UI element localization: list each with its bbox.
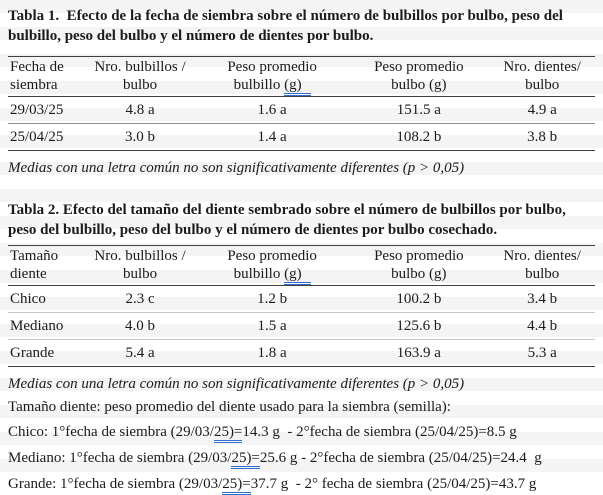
table-cell: Mediano [8, 313, 84, 340]
table-row [8, 313, 595, 340]
table-row [8, 124, 595, 151]
table-row [8, 340, 595, 367]
seed-weight-line-chico: Chico: 1°fecha de siembra (29/03/25)=14.3 g - 2°fecha de siembra (25/04/25)=8.5 g [8, 423, 595, 441]
table2-header-tamano-diente: Tamaño diente [8, 246, 84, 286]
table-cell: 163.9 a [396, 345, 441, 361]
table-cell: 4.0 b [84, 313, 196, 340]
grammar-check-underline: (g) [284, 77, 311, 96]
grammar-check-underline: (g) [284, 266, 311, 285]
table-cell: 1.4 a [257, 129, 287, 145]
table1-title: Tabla 1. Efecto de la fecha de siembra sobre el número de bulbillos por bulbo, peso del bulbillo, peso del bulbo y el número de dientes por bulbo. [8, 8, 567, 44]
table2-header-nro-dientes: Nro. dientes/ bulbo [489, 246, 595, 286]
table1-header-nro-bulbillos: Nro. bulbillos / bulbo [84, 57, 196, 97]
grammar-check-underline: 25)= [214, 424, 242, 443]
table1-header-row [8, 57, 595, 97]
table-cell: 1.8 a [257, 345, 287, 361]
table2-header-nro-bulbillos: Nro. bulbillos / bulbo [84, 246, 196, 286]
table-cell: 4.8 a [84, 97, 196, 124]
table-cell: 1.6 a [196, 97, 349, 124]
table-cell: 151.5 a [348, 97, 489, 124]
seed-size-intro: Tamaño diente: peso promedio del diente usado para la siembra (semilla): [8, 399, 451, 415]
grammar-check-underline: 25)= [231, 450, 259, 469]
table-cell: 100.2 b [348, 286, 489, 313]
table-row [8, 97, 595, 124]
table-cell: 3.4 b [489, 286, 595, 313]
table-cell: 2.3 c [84, 286, 196, 313]
table-cell: 3.0 b [125, 129, 156, 145]
seed-weight-line-grande: Grande: 1°fecha de siembra (29/03/25)=37.7 g - 2° fecha de siembra (25/04/25)=43.7 g [8, 475, 595, 493]
table1 [8, 56, 595, 151]
table2-title: Tabla 2. Efecto del tamaño del diente sembrado sobre el número de bulbillos por bulbo, peso del bulbillo, peso del bulbo y el número de dientes por bulbo cosechado. [8, 202, 570, 238]
table2-header-row [8, 246, 595, 286]
table-cell: 25/04/25 [10, 129, 64, 145]
table-cell: 5.4 a [125, 345, 155, 361]
table-cell: Grande [10, 345, 55, 361]
table-cell: 1.2 b [196, 286, 349, 313]
table2-header-peso-bulbillo: Peso promedio bulbillo (g) [196, 246, 349, 286]
table-cell: Chico [8, 286, 84, 313]
table1-header-peso-bulbillo: Peso promedio bulbillo (g) [196, 57, 349, 97]
table1-header-nro-dientes: Nro. dientes/ bulbo [489, 57, 595, 97]
table-cell: 4.9 a [489, 97, 595, 124]
table1-header-fecha-siembra: Fecha de siembra [8, 57, 84, 97]
table-cell: 5.3 a [527, 345, 557, 361]
table-row [8, 286, 595, 313]
table1-significance-note: Medias con una letra común no son significativamente diferentes (p > 0,05) [8, 160, 465, 176]
table-cell: 1.5 a [196, 313, 349, 340]
table-cell: 29/03/25 [8, 97, 84, 124]
grammar-check-underline: 25)= [222, 476, 250, 495]
seed-weight-line-mediano: Mediano: 1°fecha de siembra (29/03/25)=25.6 g - 2°fecha de siembra (25/04/25)=24.4 g [8, 449, 595, 467]
table-cell: 3.8 b [527, 129, 558, 145]
table-cell: 125.6 b [348, 313, 489, 340]
table-cell: 108.2 b [396, 129, 442, 145]
table2-significance-note: Medias con una letra común no son significativamente diferentes (p > 0,05) [8, 376, 465, 392]
table2 [8, 245, 595, 367]
table-cell: 4.4 b [489, 313, 595, 340]
table2-header-peso-bulbo: Peso promedio bulbo (g) [348, 246, 489, 286]
table1-header-peso-bulbo: Peso promedio bulbo (g) [348, 57, 489, 97]
